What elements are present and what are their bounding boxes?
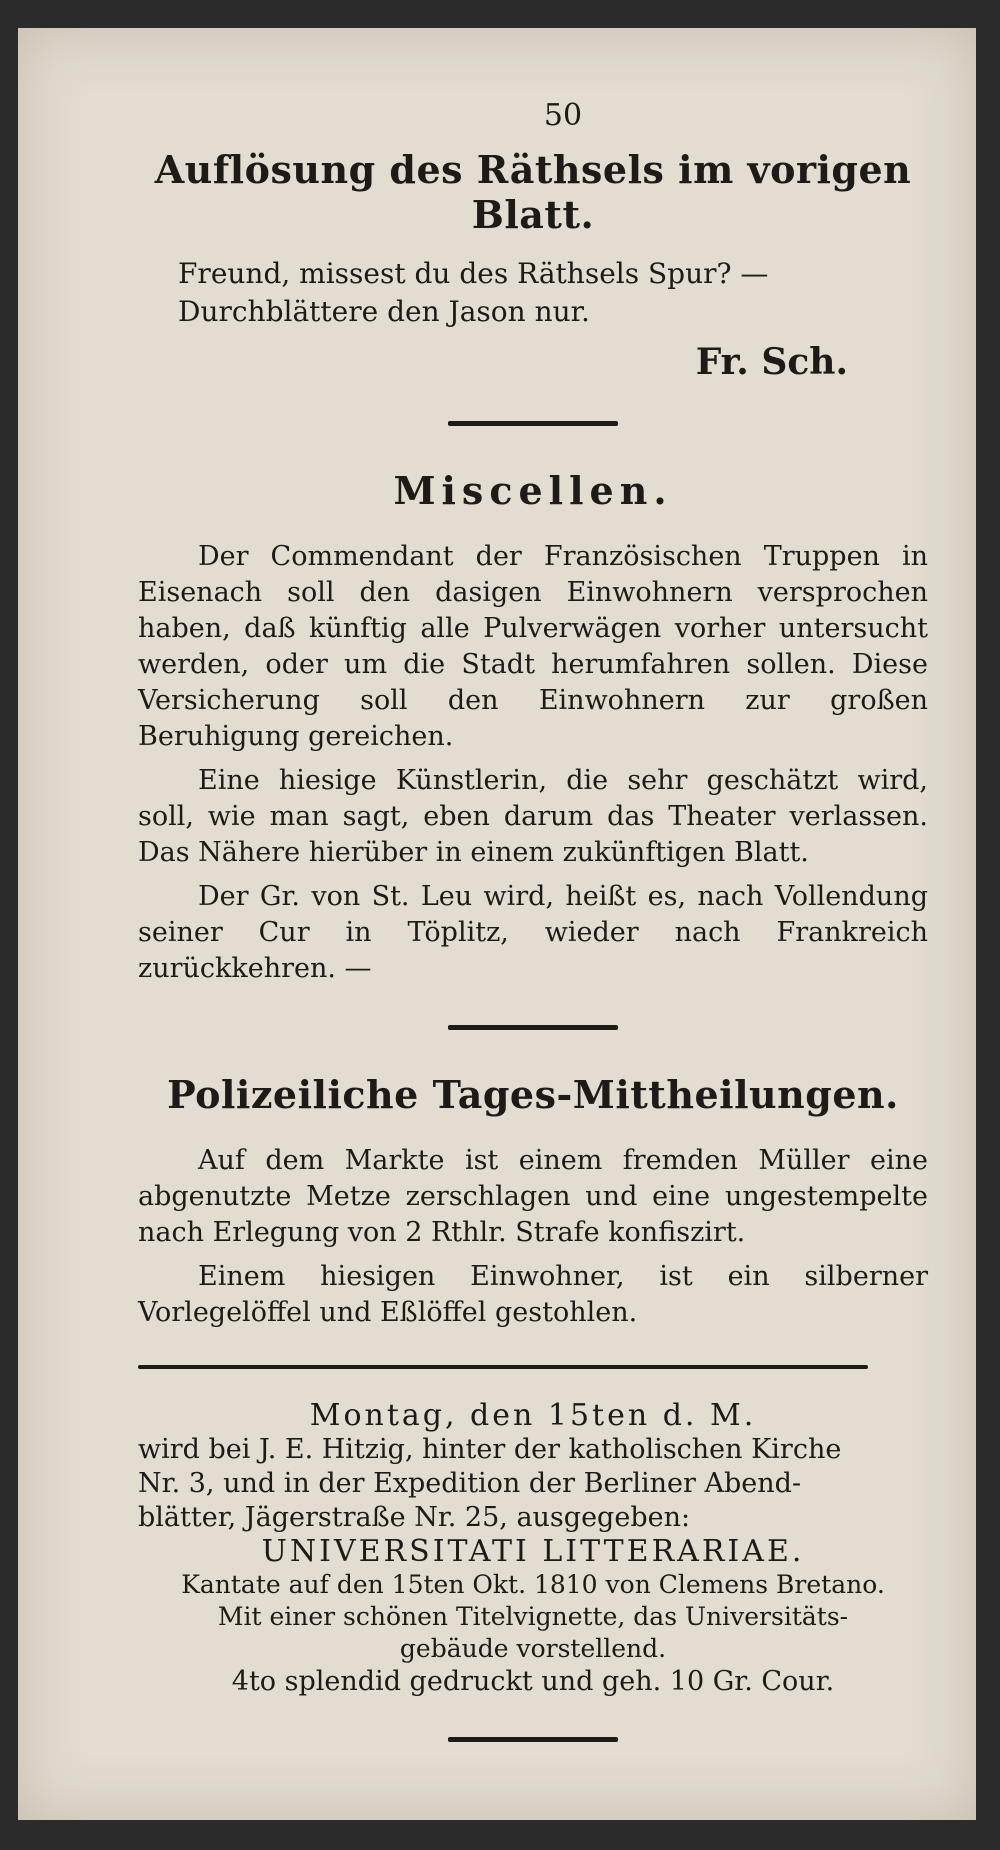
miscellen-heading: Miscellen. <box>393 468 673 513</box>
notice-divider <box>138 1365 868 1369</box>
miscellen-paragraph: Eine hiesige Künstlerin, die sehr geschätzt wird, soll, wie man sagt, eben darum das Theater verlassen. Das Nähere hierüber in einem zukünftigen Blatt. <box>138 765 928 868</box>
polizei-heading: Polizeiliche Tages-Mittheilungen. <box>167 1072 899 1117</box>
notice-line: wird bei J. E. Hitzig, hinter der katholischen Kirche <box>138 1434 842 1465</box>
page-content <box>138 98 928 1784</box>
notice-line: Nr. 3, und in der Expedition der Berliner Abend- <box>138 1468 802 1499</box>
end-divider <box>448 1737 618 1742</box>
verse-line: Durchblättere den Jason nur. <box>178 295 590 328</box>
section-divider <box>448 421 618 426</box>
polizei-paragraph: Auf dem Markte ist einem fremden Müller eine abgenutzte Metze zerschlagen und eine ungestempelte nach Erlegung von 2 Rthlr. Strafe konfiszirt. <box>138 1145 928 1248</box>
polizei-paragraph: Einem hiesigen Einwohner, ist ein silberner Vorlegelöffel und Eßlöffel gestohlen. <box>138 1261 928 1328</box>
polizei-body <box>138 1143 928 1331</box>
notice-subtitle-line: Mit einer schönen Titelvignette, das Universitäts- <box>217 1602 849 1631</box>
publication-notice <box>138 1399 928 1699</box>
newspaper-page <box>18 28 976 1820</box>
notice-title: UNIVERSITATI LITTERARIAE. <box>261 1534 805 1569</box>
notice-price-line: 4to splendid gedruckt und geh. 10 Gr. Cour. <box>231 1666 835 1697</box>
riddle-verse <box>178 255 928 331</box>
page-number: 50 <box>543 98 583 133</box>
notice-subtitle-line: gebäude vorstellend. <box>399 1634 667 1663</box>
miscellen-paragraph: Der Gr. von St. Leu wird, heißt es, nach Vollendung seiner Cur in Töplitz, wieder nach Frankreich zurückkehren. — <box>138 881 928 984</box>
notice-subtitle-line: Kantate auf den 15ten Okt. 1810 von Clemens Bretano. <box>181 1570 885 1599</box>
verse-line: Freund, missest du des Räthsels Spur? — <box>178 257 769 290</box>
riddle-heading: Auflösung des Räthsels im vorigen Blatt. <box>154 147 912 237</box>
miscellen-paragraph: Der Commendant der Französischen Truppen in Eisenach soll den dasigen Einwohnern versprochen haben, daß künftig alle Pulverwägen vorher untersucht werden, oder um die Stadt herumfahren sollen. Diese Versicherung soll den Einwohnern zur großen Beruhigung gereichen. <box>138 541 928 752</box>
riddle-signature: Fr. Sch. <box>695 341 848 383</box>
section-divider <box>448 1025 618 1030</box>
notice-date-line: Montag, den 15ten d. M. <box>309 1398 757 1433</box>
notice-line: blätter, Jägerstraße Nr. 25, ausgegeben: <box>138 1502 691 1533</box>
miscellen-body <box>138 539 928 987</box>
